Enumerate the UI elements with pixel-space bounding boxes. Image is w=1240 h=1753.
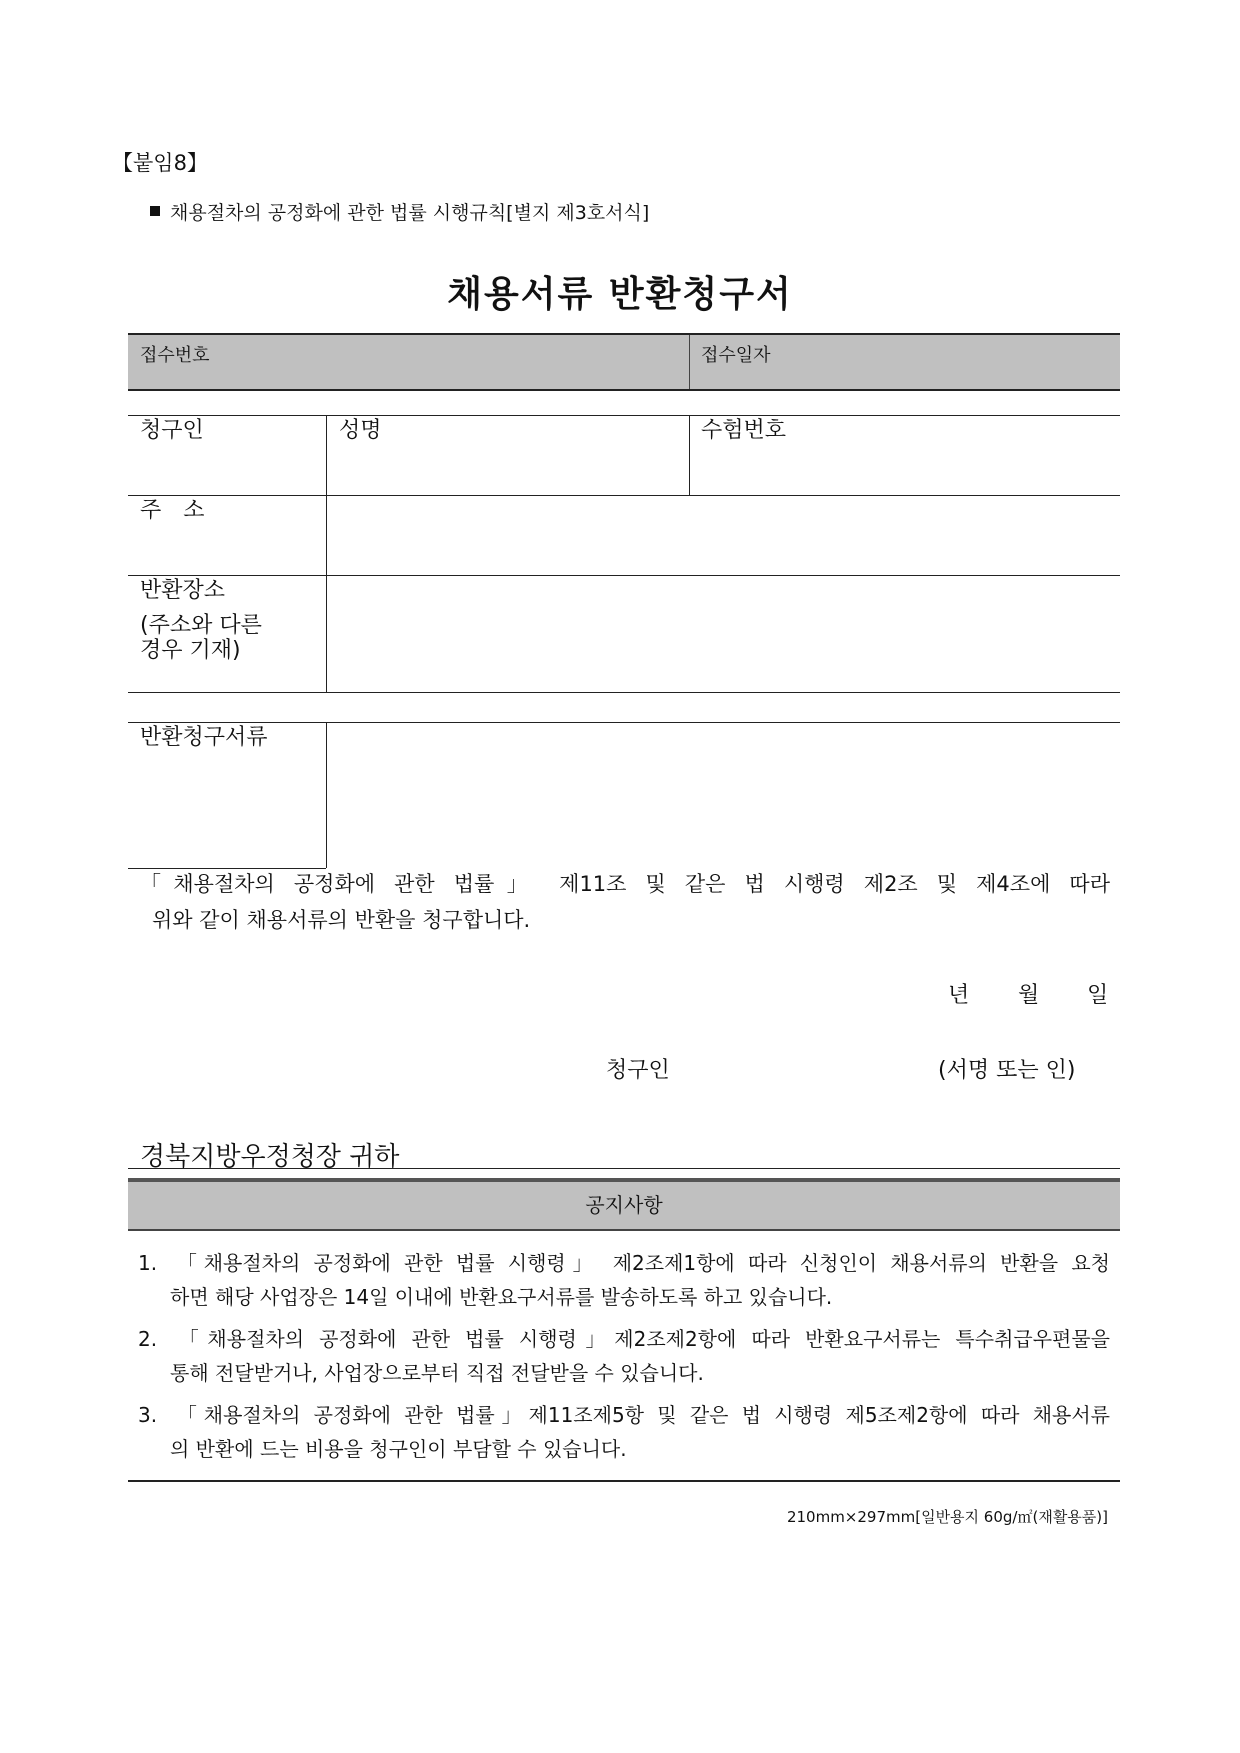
attachment-label: 【붙임8】 bbox=[112, 151, 208, 175]
date-year-label: 년 bbox=[948, 983, 970, 1008]
notice-item-number: 1. bbox=[138, 1251, 158, 1275]
notice-item-text: 하면 해당 사업장은 14일 이내에 반환요구서류를 발송하도록 하고 있습니다. bbox=[170, 1285, 833, 1309]
paper-spec: 210mm×297mm[일반용지 60g/㎡(재활용품)] bbox=[786, 1508, 1108, 1526]
claimant-label: 청구인 bbox=[140, 418, 204, 443]
notice-item-number: 3. bbox=[138, 1403, 158, 1427]
notice-item-text: 「채용절차의 공정화에 관한 법률 시행령」 제2조제1항에 따라 신청인이 채용서류의 반환을 요청 bbox=[170, 1251, 1110, 1275]
return-docs-label: 반환청구서류 bbox=[140, 725, 268, 750]
declaration-line-2: 위와 같이 채용서류의 반환을 청구합니다. bbox=[152, 908, 531, 932]
exam-number-field[interactable] bbox=[691, 446, 1117, 492]
return-place-field[interactable] bbox=[328, 577, 1118, 690]
signature-claimant-label: 청구인 bbox=[606, 1058, 670, 1083]
address-label: 주 소 bbox=[140, 498, 205, 523]
page-title: 채용서류 반환청구서 bbox=[447, 274, 793, 315]
square-bullet-icon bbox=[150, 206, 160, 216]
receipt-divider bbox=[689, 335, 690, 389]
table-line bbox=[326, 722, 327, 868]
date-month-label: 월 bbox=[1018, 983, 1040, 1008]
notice-item-text: 「채용절차의 공정화에 관한 법률 시행령」제2조제2항에 따라 반환요구서류는 특수취급우편물을 bbox=[170, 1327, 1110, 1351]
notice-header: 공지사항 bbox=[128, 1178, 1120, 1231]
return-place-label: 반환장소 bbox=[140, 578, 226, 603]
form-reference-text: 채용절차의 공정화에 관한 법률 시행규칙[별지 제3호서식] bbox=[170, 202, 650, 224]
receipt-date-label: 접수일자 bbox=[701, 345, 771, 366]
recipient: 경북지방우정청장 귀하 bbox=[140, 1142, 400, 1172]
table-line bbox=[326, 415, 327, 692]
name-field[interactable] bbox=[328, 446, 686, 492]
date-day-label: 일 bbox=[1087, 983, 1109, 1008]
return-place-note: 경우 기재) bbox=[140, 638, 241, 663]
return-place-note: (주소와 다른 bbox=[140, 613, 262, 638]
notice-item bbox=[138, 1322, 1110, 1390]
return-docs-field[interactable] bbox=[328, 724, 1118, 864]
table-line bbox=[128, 722, 1120, 723]
name-label: 성명 bbox=[339, 418, 382, 443]
notice-item bbox=[138, 1246, 1110, 1314]
notice-item bbox=[138, 1398, 1110, 1466]
recipient-underline bbox=[128, 1168, 1120, 1169]
notice-item-text: 의 반환에 드는 비용을 청구인이 부담할 수 있습니다. bbox=[170, 1437, 627, 1461]
table-line bbox=[128, 415, 1120, 416]
table-line bbox=[128, 692, 1120, 693]
exam-number-label: 수험번호 bbox=[701, 418, 787, 443]
table-line bbox=[128, 495, 1120, 496]
form-reference bbox=[150, 198, 649, 225]
signature-label: (서명 또는 인) bbox=[938, 1058, 1076, 1083]
notice-bottom-line bbox=[128, 1480, 1120, 1482]
receipt-number-label: 접수번호 bbox=[140, 345, 210, 366]
notice-item-number: 2. bbox=[138, 1327, 158, 1351]
notice-item-text: 통해 전달받거나, 사업장으로부터 직접 전달받을 수 있습니다. bbox=[170, 1361, 704, 1385]
receipt-box bbox=[128, 333, 1120, 391]
notice-item-text: 「채용절차의 공정화에 관한 법률」제11조제5항 및 같은 법 시행령 제5조제2항에 따라 채용서류 bbox=[170, 1403, 1110, 1427]
address-field[interactable] bbox=[328, 497, 1118, 573]
table-line bbox=[128, 575, 1120, 576]
declaration-line-1: 「채용절차의 공정화에 관한 법률」 제11조 및 같은 법 시행령 제2조 및 제4조에 따라 bbox=[140, 872, 1110, 896]
table-line bbox=[689, 415, 690, 495]
